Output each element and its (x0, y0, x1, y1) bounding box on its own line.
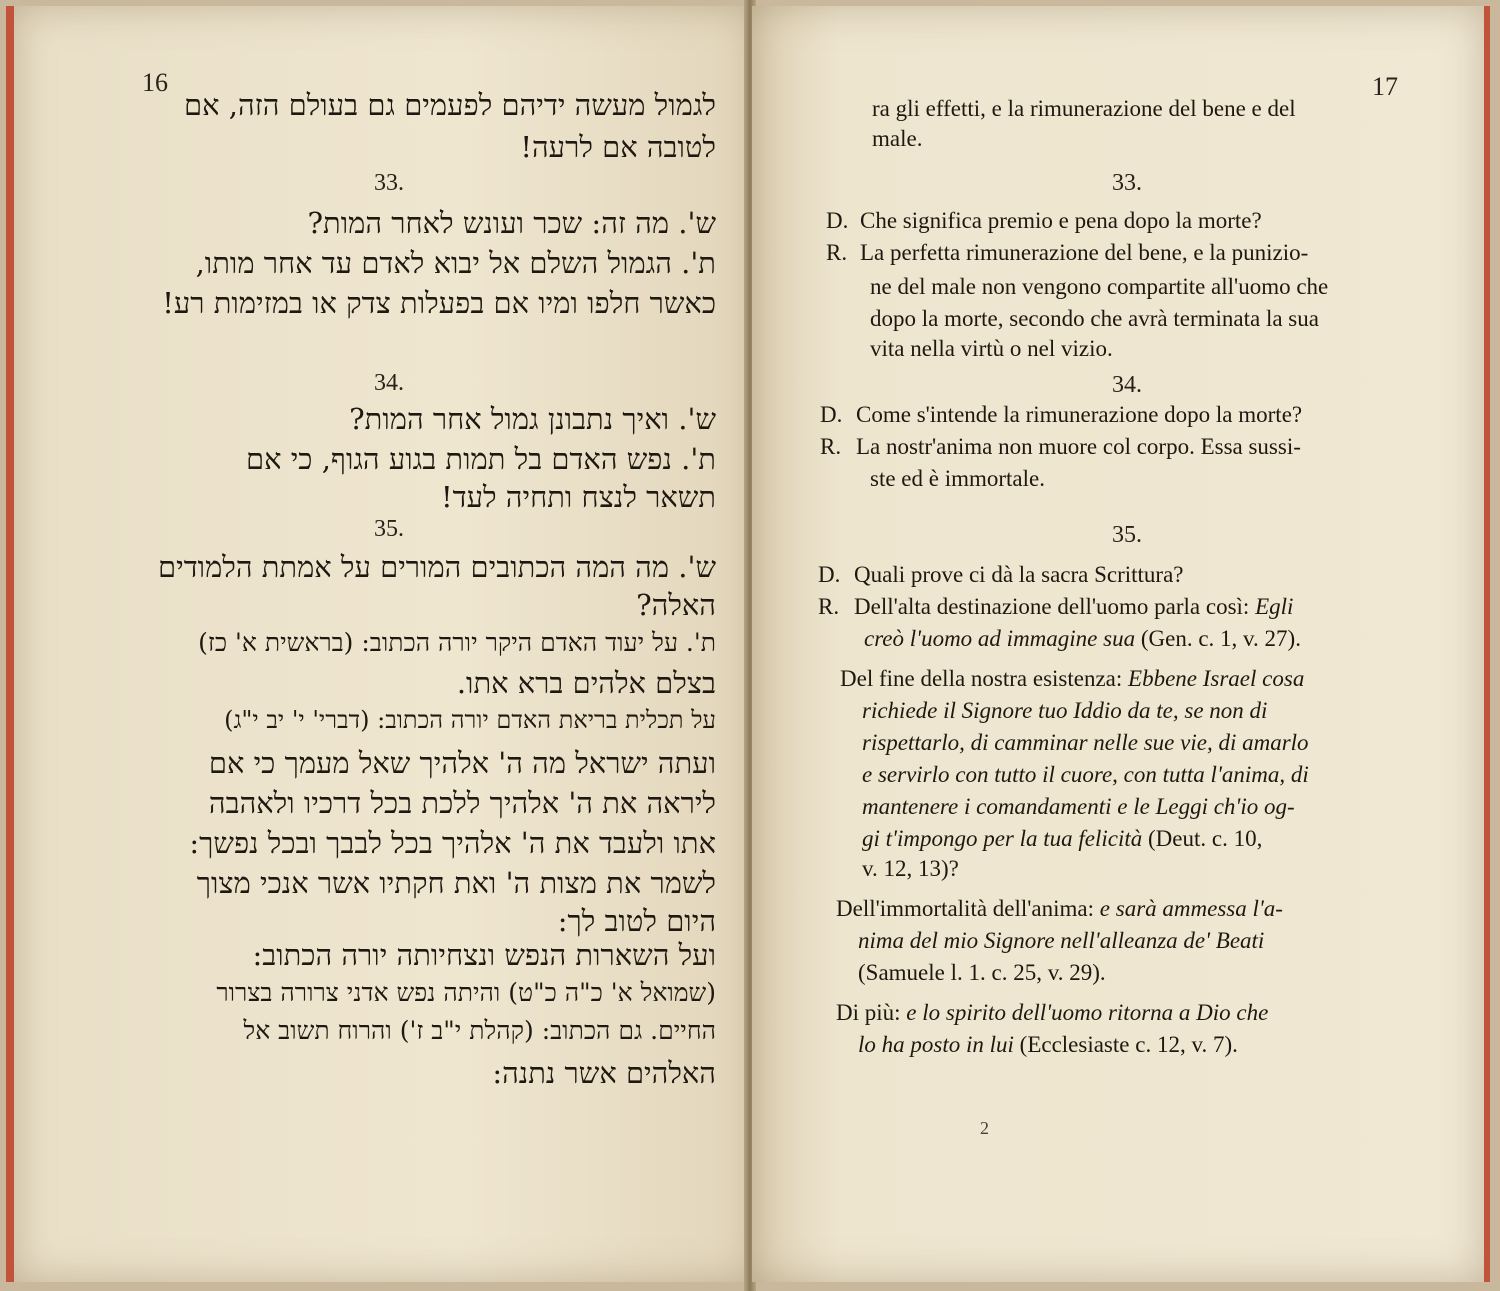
hebrew-question: ש'. מה זה: שכר ועונש לאחר המות? (307, 206, 716, 240)
section-number: 34. (1112, 372, 1142, 398)
answer-line (862, 794, 1295, 820)
answer-line (854, 594, 1293, 620)
hebrew-question: ש'. מה המה הכתובים המורים על אמתת הלמודים (158, 550, 716, 584)
hebrew-line: ועתה ישראל מה ה' אלהיך שאל מעמך כי אם (208, 746, 716, 780)
section-number: 35. (374, 516, 404, 542)
hebrew-line: ועל השארות הנפש ונצחיותה יורה הכתוב: (252, 938, 716, 972)
hebrew-line: בצלם אלהים ברא אתו. (456, 666, 716, 700)
hebrew-answer: ת'. על יעוד האדם היקר יורה הכתוב: (בראשית א' כז) (198, 628, 716, 657)
question-text: Che significa premio e pena dopo la morte? (860, 208, 1262, 233)
answer-line: La perfetta rimunerazione del bene, e la punizio- (860, 240, 1309, 265)
question-text: Quali prove ci dà la sacra Scrittura? (854, 562, 1184, 587)
section-number: 33. (374, 170, 404, 196)
answer-line: La nostr'anima non muore col corpo. Essa sussi- (856, 434, 1301, 459)
hebrew-question: ש'. ואיך נתבונן גמול אחר המות? (349, 402, 716, 436)
hebrew-line: ליראה את ה' אלהיך ללכת בכל דרכיו ולאהבה (208, 786, 716, 820)
hebrew-line: כאשר חלפו ומיו אם בפעלות צדק או במזימות רע! (162, 286, 716, 320)
hebrew-line: על תכלית בריאת האדם יורה הכתוב: (דברי' י' יב י"ג) (224, 706, 716, 734)
answer-italic: mantenere i comandamenti e le Leggi ch'io og- (862, 794, 1295, 819)
hebrew-line: תשאר לנצח ותחיה לעד! (440, 480, 716, 514)
question-label: D. (818, 562, 841, 587)
answer-italic: e sarà ammessa l'a- (1099, 896, 1283, 921)
answer-line (836, 896, 1283, 922)
answer-plain: Dell'alta destinazione dell'uomo parla così: (854, 594, 1250, 619)
hebrew-answer: ת'. נפש האדם בל תמות בגוע הגוף, כי אם (245, 442, 716, 476)
hebrew-line: לגמול מעשה ידיהם לפעמים גם בעולם הזה, אם (184, 88, 716, 122)
answer-italic: Egli (1255, 594, 1294, 619)
citation: (Samuele l. 1. c. 25, v. 29). (858, 960, 1106, 985)
question-text: Come s'intende la rimunerazione dopo la morte? (856, 402, 1303, 427)
hebrew-line: (שמואל א' כ"ה כ"ט) והיתה נפש אדני צרורה בצרור (216, 978, 716, 1007)
answer-plain: Del fine della nostra esistenza: (840, 666, 1123, 691)
section-number: 35. (1112, 522, 1142, 548)
answer-italic: e lo spirito dell'uomo ritorna a Dio che (906, 1000, 1269, 1025)
hebrew-line: אתו ולעבד את ה' אלהיך בכל לבבך ובכל נפשך: (189, 826, 716, 860)
answer-italic: rispettarlo, di camminar nelle sue vie, di amarlo (862, 730, 1309, 755)
answer-italic: lo ha posto in lui (858, 1032, 1014, 1057)
hebrew-line: האלה? (636, 588, 716, 622)
citation: (Deut. c. 10, (1148, 826, 1263, 851)
left-page (6, 6, 756, 1282)
answer-line (862, 762, 1309, 788)
section-number: 34. (374, 370, 404, 396)
answer-line (862, 730, 1309, 756)
citation: v. 12, 13)? (862, 856, 959, 881)
text-line: ra gli effetti, e la rimunerazione del bene e del (872, 96, 1296, 121)
answer-line: ne del male non vengono compartite all'uomo che (870, 274, 1329, 299)
answer-line: vita nella virtù o nel vizio. (870, 336, 1113, 361)
answer-italic: nima del mio Signore nell'alleanza de' Beati (858, 928, 1265, 953)
answer-line (840, 666, 1304, 692)
answer-italic: Ebbene Israel cosa (1128, 666, 1305, 691)
answer-label: R. (818, 594, 840, 619)
answer-line: ste ed è immortale. (870, 466, 1045, 491)
answer-line (836, 1000, 1268, 1026)
hebrew-line: לטובה אם לרעה! (520, 130, 716, 164)
signature-mark: 2 (980, 1118, 989, 1138)
hebrew-line: היום לטוב לך: (557, 904, 716, 938)
answer-plain: Dell'immortalità dell'anima: (836, 896, 1095, 921)
answer-line (862, 698, 1267, 724)
answer-label: R. (820, 434, 842, 459)
answer-line (864, 626, 1301, 652)
answer-italic: gi t'impongo per la tua felicità (862, 826, 1143, 851)
answer-line: dopo la morte, secondo che avrà terminata la sua (870, 306, 1319, 331)
answer-italic: creò l'uomo ad immagine sua (864, 626, 1136, 651)
text-line: male. (872, 126, 923, 151)
citation: (Gen. c. 1, v. 27). (1140, 626, 1301, 651)
hebrew-line: לשמר את מצות ה' ואת חקתיו אשר אנכי מצוך (196, 866, 716, 900)
answer-label: R. (826, 240, 848, 265)
question-label: D. (826, 208, 849, 233)
hebrew-line: האלהים אשר נתנה: (492, 1056, 716, 1090)
section-number: 33. (1112, 170, 1142, 196)
answer-plain: Di più: (836, 1000, 901, 1025)
answer-italic: e servirlo con tutto il cuore, con tutta l'anima, di (862, 762, 1309, 787)
answer-italic: richiede il Signore tuo Iddio da te, se non di (862, 698, 1268, 723)
hebrew-answer: ת'. הגמול השלם אל יבוא לאדם עד אחר מותו, (195, 246, 716, 280)
right-page (752, 6, 1490, 1282)
hebrew-line: החיים. גם הכתוב: (קהלת י"ב ז') והרוח תשוב אל (243, 1016, 716, 1045)
page-number: 17 (1372, 72, 1398, 101)
answer-line (862, 826, 1262, 852)
answer-line (858, 928, 1264, 954)
answer-line (858, 1032, 1238, 1058)
question-label: D. (820, 402, 843, 427)
citation: (Ecclesiaste c. 12, v. 7). (1019, 1032, 1238, 1057)
page-number: 16 (142, 68, 168, 97)
